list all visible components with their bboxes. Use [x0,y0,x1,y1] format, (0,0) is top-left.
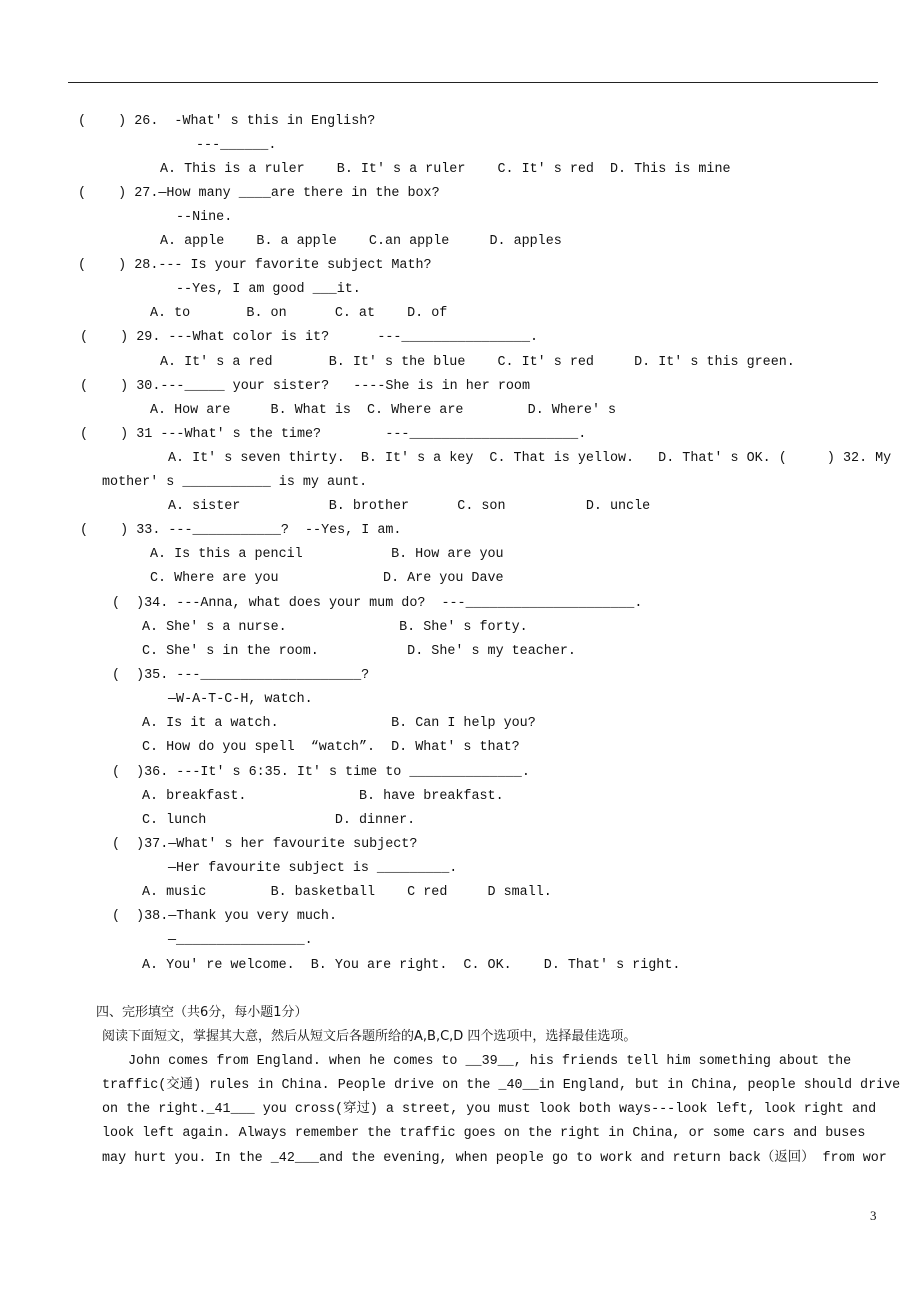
question-26: ( ) 26. -What' s this in English? [78,114,376,129]
question-34: ( )34. ---Anna, what does your mum do? ---_____________________. [112,596,643,611]
answer-line: --Nine. [176,210,233,225]
passage-line: traffic(交通) rules in China. People drive on the _40__in England, but in China, people should drive [102,1078,901,1093]
options: A. music B. basketball C red D small. [142,885,552,900]
passage-line: on the right._41___ you cross(穿过) a street, you must look both ways---look left, look right and [102,1102,877,1117]
question-38: ( )38.—Thank you very much. [112,909,337,924]
options: A. apple B. a apple C.an apple D. apples [160,234,562,249]
question-35: ( )35. ---____________________? [112,668,370,683]
page-number: 3 [870,1208,877,1223]
section-heading: 四、完形填空（共6分，每小题1分） [96,1005,308,1020]
section-instruction: 阅读下面短文，掌握其大意，然后从短文后各题所给的A,B,C,D 四个选项中，选择最佳选项。 [102,1029,637,1044]
options: C. How do you spell “watch”. D. What' s that? [142,740,520,755]
answer-line: ---______. [196,138,277,153]
question-36: ( )36. ---It' s 6:35. It' s time to ______________. [112,765,530,780]
question-33: ( ) 33. ---___________? --Yes, I am. [80,523,402,538]
options: A. It' s a red B. It' s the blue C. It' s red D. It' s this green. [160,355,795,370]
answer-line: —Her favourite subject is _________. [168,861,458,876]
options: A. breakfast. B. have breakfast. [142,789,504,804]
passage-line: look left again. Always remember the traffic goes on the right in China, or some cars and buses [102,1126,866,1141]
question-30: ( ) 30.---_____ your sister? ----She is in her room [80,379,530,394]
options: A. Is this a pencil B. How are you [150,547,504,562]
passage-line: may hurt you. In the _42___and the evening, when people go to work and return back（返回） from wor [102,1151,887,1166]
options: A. She' s a nurse. B. She' s forty. [142,620,528,635]
options: A. sister B. brother C. son D. uncle [168,499,651,514]
options: A. How are B. What is C. Where are D. Where' s [150,403,617,418]
question-31: ( ) 31 ---What' s the time? ---_____________________. [80,427,587,442]
question-29: ( ) 29. ---What color is it? ---________________. [80,330,539,345]
options: C. lunch D. dinner. [142,813,416,828]
answer-line: --Yes, I am good ___it. [176,282,361,297]
options: C. She' s in the room. D. She' s my teacher. [142,644,576,659]
options: A. This is a ruler B. It' s a ruler C. It' s red D. This is mine [160,162,731,177]
question-37: ( )37.—What' s her favourite subject? [112,837,418,852]
passage-line: John comes from England. when he comes to __39__, his friends tell him something about the [128,1054,852,1069]
options: A. It' s seven thirty. B. It' s a key C. That is yellow. D. That' s OK. ( ) 32. My [168,451,892,466]
question-27: ( ) 27.—How many ____are there in the box? [78,186,440,201]
question-28: ( ) 28.--- Is your favorite subject Math? [78,258,432,273]
options: A. to B. on C. at D. of [150,306,448,321]
answer-line: —________________. [168,933,313,948]
options: C. Where are you D. Are you Dave [150,571,504,586]
answer-line: —W-A-T-C-H, watch. [168,692,313,707]
options: A. You' re welcome. B. You are right. C. OK. D. That' s right. [142,958,681,973]
header-rule [68,82,878,83]
question-32-cont: mother' s ___________ is my aunt. [102,475,368,490]
options: A. Is it a watch. B. Can I help you? [142,716,536,731]
